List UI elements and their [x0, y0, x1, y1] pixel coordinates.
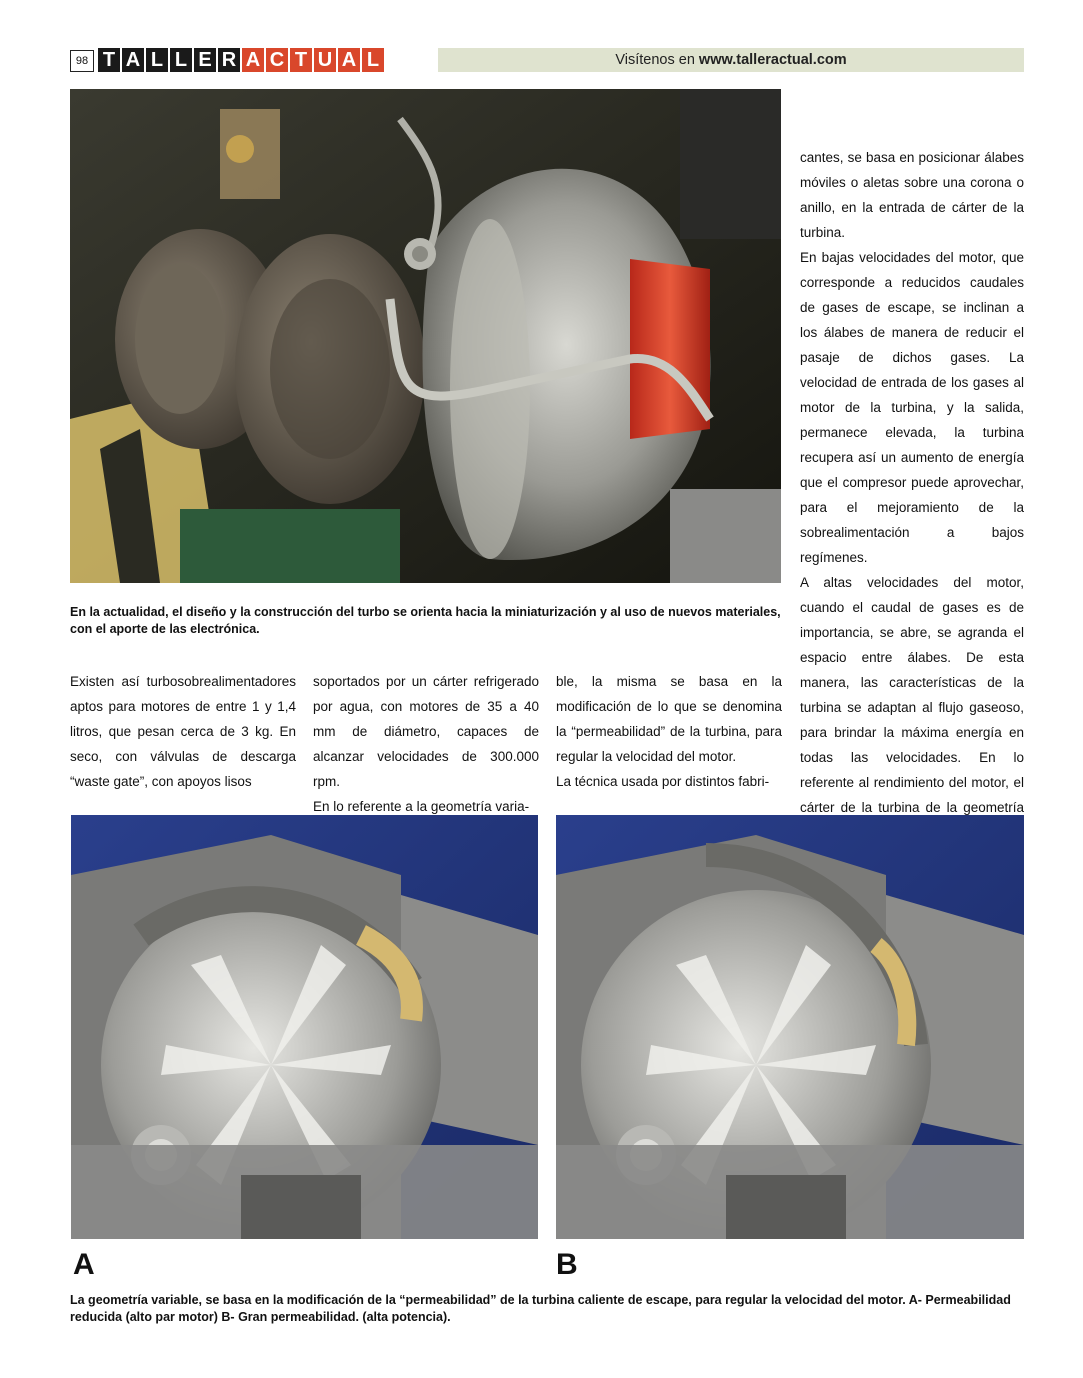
visit-text: Visítenos en — [615, 52, 699, 68]
logo-letter: A — [242, 48, 264, 72]
turbocharger-photo — [70, 89, 781, 583]
logo-letter: T — [290, 48, 312, 72]
text-column-1 — [70, 669, 296, 794]
logo-letter: U — [314, 48, 336, 72]
paragraph: ble, la misma se basa en la modificación de lo que se denomina la “permeabilidad” de la turbina, para regular la velocidad del motor. — [556, 674, 782, 764]
page-header — [70, 48, 1024, 74]
paragraph: A altas velocidades del motor, cuando el caudal de gases es de importancia, se abre, se agranda el espacio entre álabes. De esta manera, las características de la turbina se adaptan al flujo gaseoso, para brindar la máxima energía en todas las velocidades. En lo referente al rendimiento del motor, el cárter de la turbina de la geometría — [800, 575, 1024, 815]
paragraph: En bajas velocidades del motor, que corresponde a reducidos caudales de gases de escape, se inclinan a los álabes de manera de reducir el pasaje de dichos gases. La velocidad de entrada de los gases al motor de la turbina, y la salida, permanece elevada, la turbina recupera así un aumento de energía que el compresor puede aprovechar, para el mejoramiento de la sobrealimentación a bajos regímenes. — [800, 250, 1024, 565]
turbine-photo-b — [556, 815, 1024, 1239]
logo-letter: T — [98, 48, 120, 72]
bottom-photo-caption: La geometría variable, se basa en la modificación de la “permeabilidad” de la turbina caliente de escape, para regular la velocidad del motor. A- Permeabilidad reducida (alto par motor) B- Gran permeabilidad. (alta potencia). — [70, 1293, 1011, 1324]
logo-letter: L — [362, 48, 384, 72]
turbine-photo-a — [71, 815, 538, 1239]
top-photo-caption: En la actualidad, el diseño y la construcción del turbo se orienta hacia la miniaturización y al uso de nuevos materiales, con el aporte de las electrónica. — [70, 605, 781, 636]
logo-letter: L — [146, 48, 168, 72]
logo-letter: C — [266, 48, 288, 72]
figure-label-b: B — [556, 1248, 578, 1281]
logo-letter: E — [194, 48, 216, 72]
paragraph: La técnica usada por distintos fabri- — [556, 774, 770, 789]
figure-label-a: A — [73, 1248, 95, 1281]
paragraph: cantes, se basa en posicionar álabes móviles o aletas sobre una corona o anillo, en la entrada de cárter de la turbina. — [800, 150, 1024, 240]
text-column-2 — [313, 669, 539, 819]
website-link[interactable]: www.talleractual.com — [698, 52, 847, 68]
logo-letter: A — [338, 48, 360, 72]
paragraph: soportados por un cárter refrigerado por agua, con motores de 35 a 40 mm de diámetro, capaces de alcanzar velocidades de 300.000 rpm. — [313, 674, 539, 789]
logo-letter: R — [218, 48, 240, 72]
paragraph: En lo referente a la geometría varia- — [313, 799, 530, 814]
page-number: 98 — [70, 50, 94, 72]
text-column-3 — [556, 669, 782, 794]
logo-letter: A — [122, 48, 144, 72]
website-bar — [438, 48, 1024, 72]
paragraph: Existen así turbosobrealimentadores aptos para motores de entre 1 y 1,4 litros, que pesan cerca de 3 kg. En seco, con válvulas de descarga “waste gate”, con apoyos lisos — [70, 674, 296, 789]
magazine-logo — [98, 48, 384, 72]
text-column-right — [800, 145, 1024, 845]
logo-letter: L — [170, 48, 192, 72]
